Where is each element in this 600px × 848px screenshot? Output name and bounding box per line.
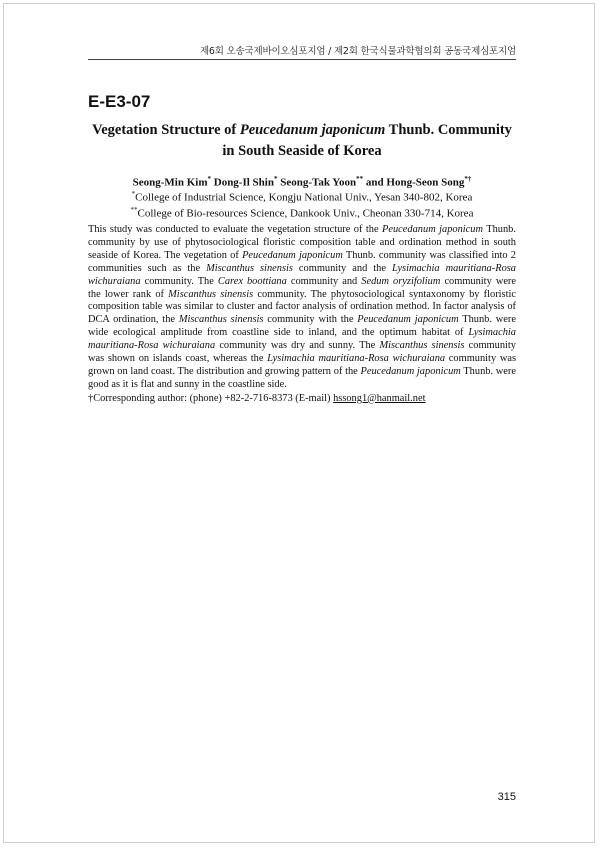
abstract-species-name: Sedum oryzifolium — [361, 275, 441, 287]
abstract-species-name: Miscanthus sinensis — [206, 262, 293, 274]
abstract-species-name: Miscanthus sinensis — [168, 288, 254, 300]
abstract-text: community was dry and sunny. The — [215, 340, 380, 352]
author-list — [88, 175, 516, 189]
abstract-species-name: Miscanthus sinensis — [178, 314, 264, 326]
abstract-species-name: Peucedanum japonicum — [242, 249, 343, 261]
abstract-text: Thunb. were wide ecological amplitude from coastline side to inland, and the optimum habitat of — [88, 314, 516, 339]
affiliation-line — [88, 188, 516, 204]
abstract-text: Thunb. community was classified into 2 communities such as the — [88, 249, 516, 274]
page-number: 315 — [497, 791, 516, 803]
abstract-text: community. The phytosociological syntaxonomy by floristic composition table was similar to cluster and factor analysis of ordination method. In factor analysis of DCA ordination, the — [88, 288, 516, 326]
author-name: Seong-Min Kim — [132, 176, 208, 189]
abstract-species-name: Peucedanum japonicum — [357, 314, 459, 326]
author-mark: ** — [356, 175, 364, 183]
author-name: Dong-Il Shin — [213, 176, 274, 189]
author-mark: * — [207, 175, 211, 183]
abstract-species-name: Miscanthus sinensis — [379, 340, 465, 352]
abstract-text: community was grown on land coast. The distribution and growing pattern of the — [88, 353, 516, 377]
corresponding-author — [88, 392, 516, 405]
author-mark: * — [273, 175, 278, 183]
abstract-text: Thunb. were good as it is flat and sunny in the coastline side. — [88, 365, 516, 390]
affiliation-text: College of Industrial Science, Kongju National Univ., Yesan 340-802, Korea — [135, 191, 473, 204]
paper-title — [88, 120, 516, 162]
author-name: Hong-Seon Song — [386, 176, 465, 189]
abstract-species-name: Lysimachia mauritiana-Rosa wichuraiana — [88, 327, 516, 352]
affiliations — [88, 188, 516, 220]
abstract-body — [88, 224, 516, 392]
corresponding-label: †Corresponding author: (phone) +82-2-716-8373 (E-mail) — [88, 392, 334, 404]
running-header: 제6회 오송국제바이오심포지엄 / 제2회 한국식물과학협의회 공동국제심포지엄 — [199, 46, 516, 57]
title-species: Peucedanum japonicum — [239, 122, 386, 138]
abstract-species-name: Lysimachia mauritiana-Rosa wichuraiana — [88, 262, 516, 287]
author-connector: and — [365, 176, 384, 189]
abstract-text: community and — [286, 275, 362, 287]
affiliation-mark: ** — [130, 206, 138, 215]
author-mark: *† — [464, 175, 472, 183]
abstract-text: community. The — [140, 275, 218, 287]
abstract-text: community and the — [292, 262, 392, 274]
title-part1: Vegetation Structure of — [92, 122, 240, 138]
abstract-text: This study was conducted to evaluate the vegetation structure of the — [88, 224, 383, 235]
affiliation-text: College of Bio-resources Science, Dankook Univ., Cheonan 330-714, Korea — [137, 207, 474, 220]
abstract-text: Thunb. community by use of phytosociological floristic composition table and ordination method in south seaside of Korea. The vegetation of — [88, 224, 516, 261]
abstract-species-name: Lysimachia mauritiana-Rosa wichuraiana — [267, 353, 446, 365]
header-rule — [88, 59, 516, 60]
title-part2: Thunb. Community in South Seaside of Korea — [222, 122, 512, 159]
abstract-species-name: Peucedanum japonicum — [382, 224, 483, 235]
affiliation-line — [88, 204, 516, 220]
abstract-species-name: Peucedanum japonicum — [360, 365, 461, 377]
author-name: Seong-Tak Yoon — [280, 176, 357, 189]
abstract-text: community was shown on islands coast, whereas the — [88, 340, 516, 365]
abstract — [88, 224, 516, 405]
abstract-text: community were the lower rank of — [88, 275, 517, 300]
affiliation-mark: * — [131, 190, 136, 198]
session-code: E-E3-07 — [88, 92, 151, 111]
email-link[interactable]: hssong1@hanmail.net — [333, 392, 426, 404]
abstract-species-name: Carex boottiana — [217, 275, 287, 287]
abstract-text: community with the — [263, 314, 358, 326]
